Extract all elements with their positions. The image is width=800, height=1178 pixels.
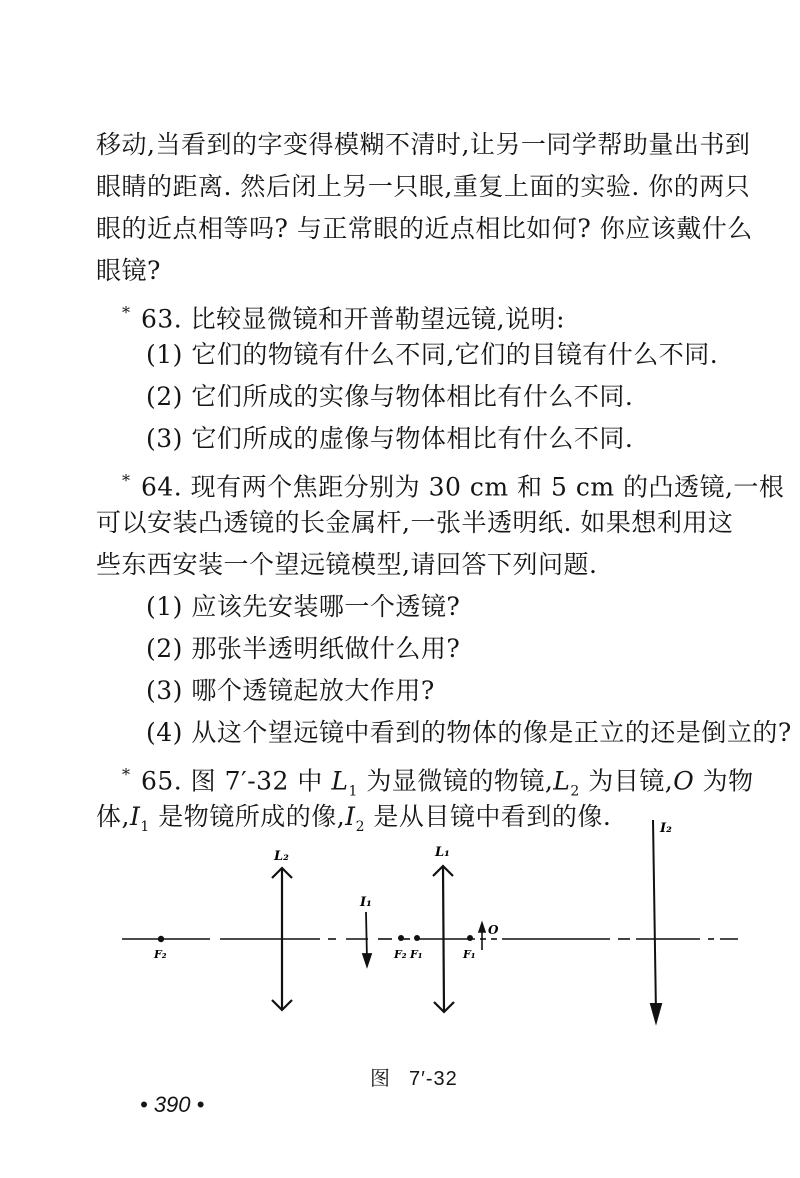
label-I2: I₂ xyxy=(660,821,672,836)
problem-number: 63. xyxy=(140,304,183,334)
figure-caption xyxy=(370,1062,458,1091)
problem-63-item-3: (3) 它们所成的虚像与物体相比有什么不同. xyxy=(146,424,634,453)
problem-text: 比较显微镜和开普勒望远镜,说明: xyxy=(190,304,566,334)
focal-point-F1-mid xyxy=(414,935,420,941)
problem-64-stem xyxy=(122,464,785,504)
problem-63-stem xyxy=(122,296,742,336)
text: 为物 xyxy=(694,766,754,796)
problem-number: 64. xyxy=(140,472,183,502)
page-number: • 390 • xyxy=(140,1092,205,1117)
caption-number: 7′-32 xyxy=(409,1068,458,1090)
symbol-I: I xyxy=(129,802,141,831)
text-line: 移动,当看到的字变得模糊不清时,让另一同学帮助量出书到 xyxy=(96,130,751,159)
symbol-I: I xyxy=(345,802,356,831)
label-F1-mid: F₁ xyxy=(410,948,423,961)
problem-63-item-2: (2) 它们所成的实像与物体相比有什么不同. xyxy=(146,382,634,411)
subscript: 2 xyxy=(355,819,365,835)
text-line: 眼镜? xyxy=(96,256,161,285)
problem-64-item-1: (1) 应该先安装哪一个透镜? xyxy=(146,592,461,621)
focal-point-F1-right xyxy=(467,935,473,941)
text-line: 眼睛的距离. 然后闭上另一只眼,重复上面的实验. 你的两只 xyxy=(96,172,751,201)
text: 是物镜所成的像, xyxy=(149,802,346,831)
symbol-L: L xyxy=(331,766,349,796)
focal-point-F2-mid xyxy=(398,935,404,941)
subscript: 1 xyxy=(348,783,358,800)
problem-number: 65. xyxy=(140,766,183,796)
problem-64-item-3: (3) 哪个透镜起放大作用? xyxy=(146,676,435,705)
text-line: 眼的近点相等吗? 与正常眼的近点相比如何? 你应该戴什么 xyxy=(96,214,753,243)
microscope-ray-diagram xyxy=(110,810,750,1030)
problem-63-item-1: (1) 它们的物镜有什么不同,它们的目镜有什么不同. xyxy=(146,340,719,369)
starred-problem-marker: * xyxy=(122,765,131,784)
starred-problem-marker: * xyxy=(122,471,131,490)
text-line: 些东西安装一个望远镜模型,请回答下列问题. xyxy=(96,550,598,579)
problem-text: 现有两个焦距分别为 30 cm 和 5 cm 的凸透镜,一根 xyxy=(190,472,785,502)
virtual-image-I2 xyxy=(651,820,661,1022)
caption-prefix: 图 xyxy=(370,1066,391,1090)
text: 为目镜, xyxy=(579,766,674,796)
object-O xyxy=(479,923,485,950)
label-I1: I₁ xyxy=(360,895,372,910)
text-line: 可以安装凸透镜的长金属杆,一张半透明纸. 如果想利用这 xyxy=(96,508,734,537)
text: 体, xyxy=(96,802,130,831)
label-F1-right: F₁ xyxy=(463,948,476,961)
starred-problem-marker: * xyxy=(122,303,131,322)
subscript: 1 xyxy=(140,819,150,835)
label-F2-left: F₂ xyxy=(154,948,167,961)
label-F2-mid: F₂ xyxy=(394,948,407,961)
symbol-O: O xyxy=(673,766,695,796)
problem-64-item-4: (4) 从这个望远镜中看到的物体的像是正立的还是倒立的? xyxy=(146,718,792,747)
text: 图 7′-32 中 xyxy=(190,766,332,796)
subscript: 2 xyxy=(570,783,580,800)
problem-64-item-2: (2) 那张半透明纸做什么用? xyxy=(146,634,461,663)
symbol-L: L xyxy=(553,766,571,796)
label-O: O xyxy=(488,923,499,937)
text: 为显微镜的物镜, xyxy=(357,766,554,796)
focal-point-F2-left xyxy=(158,936,164,942)
label-L1: L₁ xyxy=(435,845,450,860)
text: 是从目镜中看到的像. xyxy=(364,802,612,831)
label-L2: L₂ xyxy=(274,849,289,864)
